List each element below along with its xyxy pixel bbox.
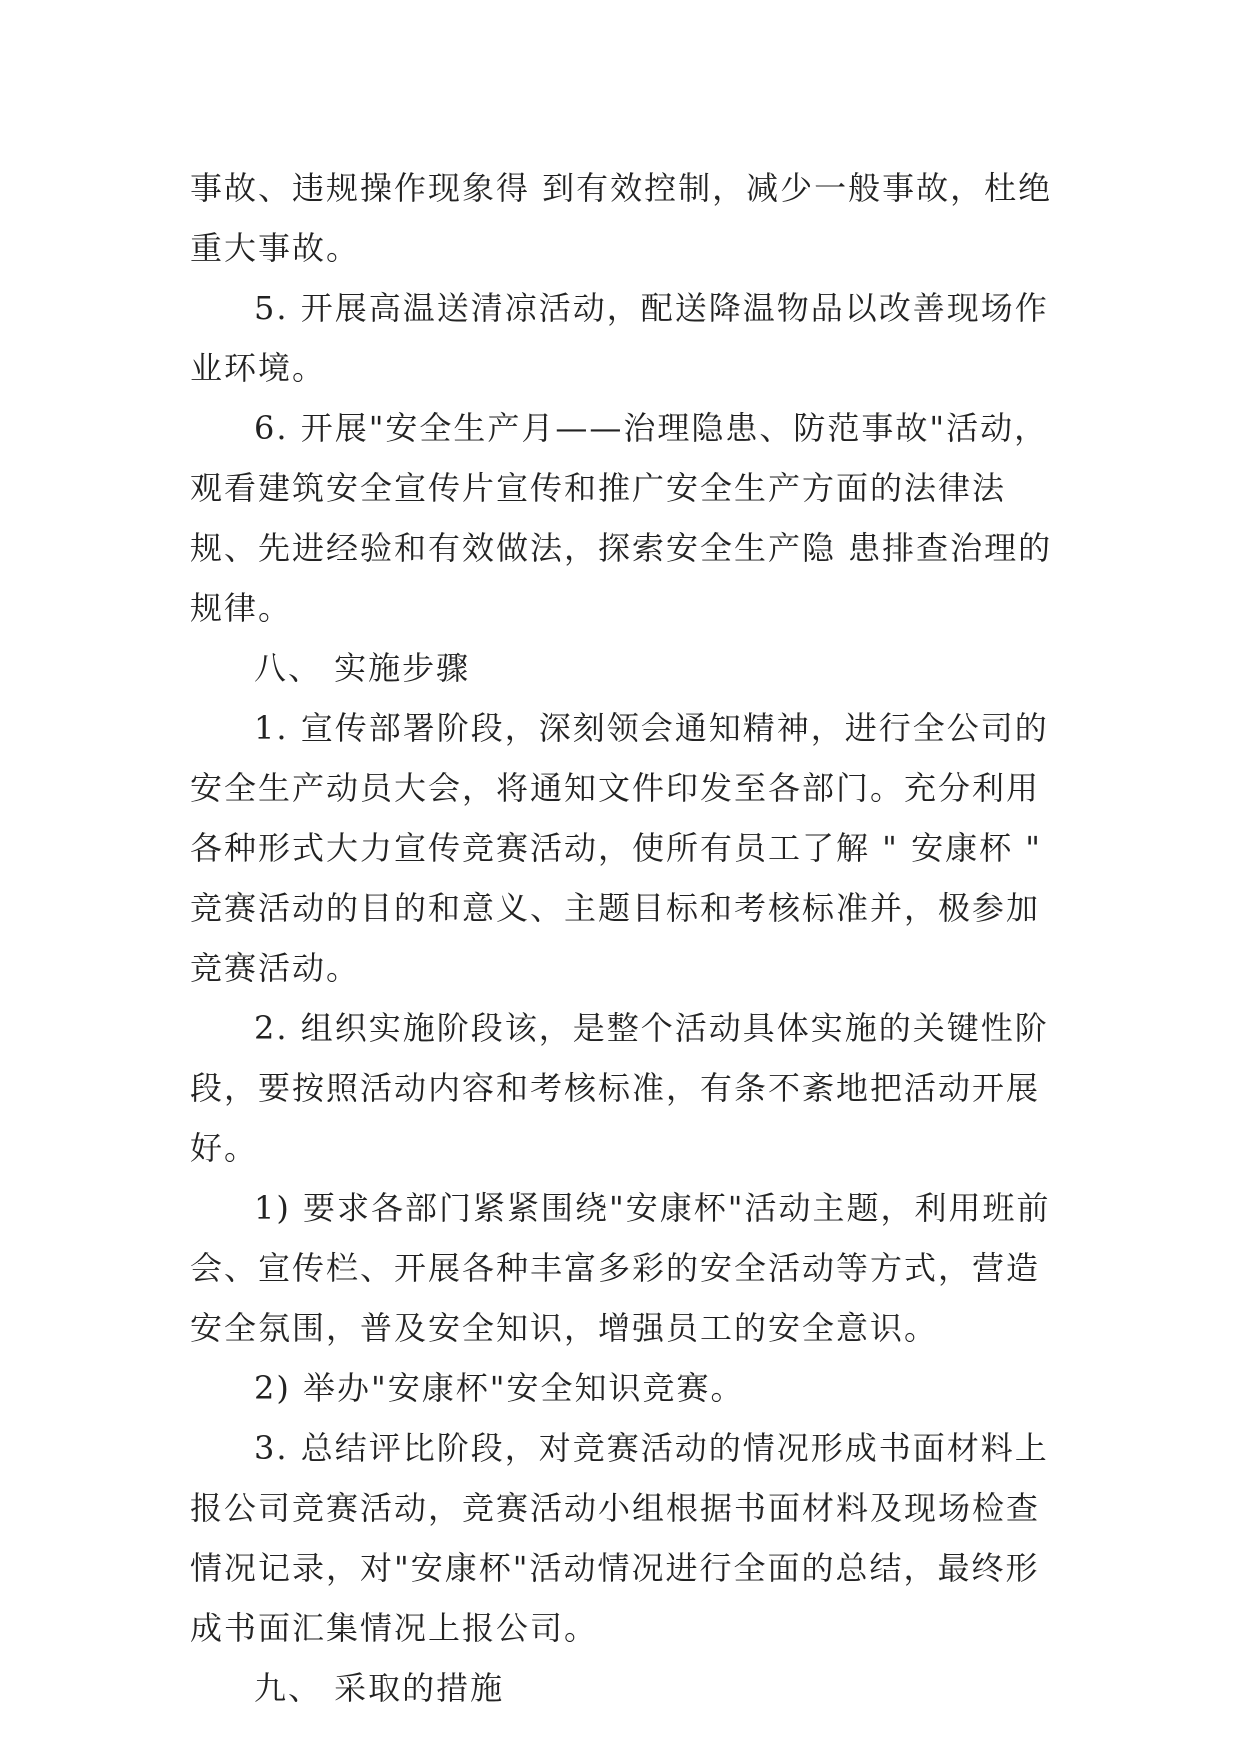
section-heading-implementation-steps: 八、 实施步骤	[254, 649, 471, 687]
document-body	[190, 158, 1070, 1718]
paragraph-step-3: 3. 总结评比阶段，对竞赛活动的情况形成书面材料上报公司竞赛活动，竞赛活动小组根据书面材料及现场检查情况记录，对"安康杯"活动情况进行全面的总结，最终形成书面汇集情况上报公司。	[190, 1429, 1049, 1647]
paragraph-accident-control: 事故、违规操作现象得 到有效控制，减少一般事故，杜绝重大事故。	[190, 169, 1053, 267]
paragraph-item-6: 6. 开展"安全生产月——治理隐患、防范事故"活动，观看建筑安全宣传片宣传和推广安全生产方面的法律法规、先进经验和有效做法，探索安全生产隐 患排查治理的规律。	[190, 409, 1053, 627]
paragraph-substep-1: 1) 要求各部门紧紧围绕"安康杯"活动主题，利用班前会、宣传栏、开展各种丰富多彩的安全活动等方式，营造安全氛围，普及安全知识，增强员工的安全意识。	[190, 1189, 1051, 1347]
paragraph-step-2: 2. 组织实施阶段该，是整个活动具体实施的关键性阶段，要按照活动内容和考核标准，有条不紊地把活动开展好。	[190, 1009, 1049, 1167]
paragraph-substep-2: 2) 举办"安康杯"安全知识竞赛。	[254, 1369, 745, 1407]
section-heading-measures: 九、 采取的措施	[254, 1669, 505, 1707]
paragraph-item-5: 5. 开展高温送清凉活动，配送降温物品以改善现场作业环境。	[190, 289, 1049, 387]
paragraph-step-1: 1. 宣传部署阶段，深刻领会通知精神，进行全公司的安全生产动员大会，将通知文件印发至各部门。充分利用各种形式大力宣传竞赛活动，使所有员工了解 " 安康杯 " 竞赛活动的目的和意义、主题目标和考核标准并，极参加竞赛活动。	[190, 709, 1055, 987]
